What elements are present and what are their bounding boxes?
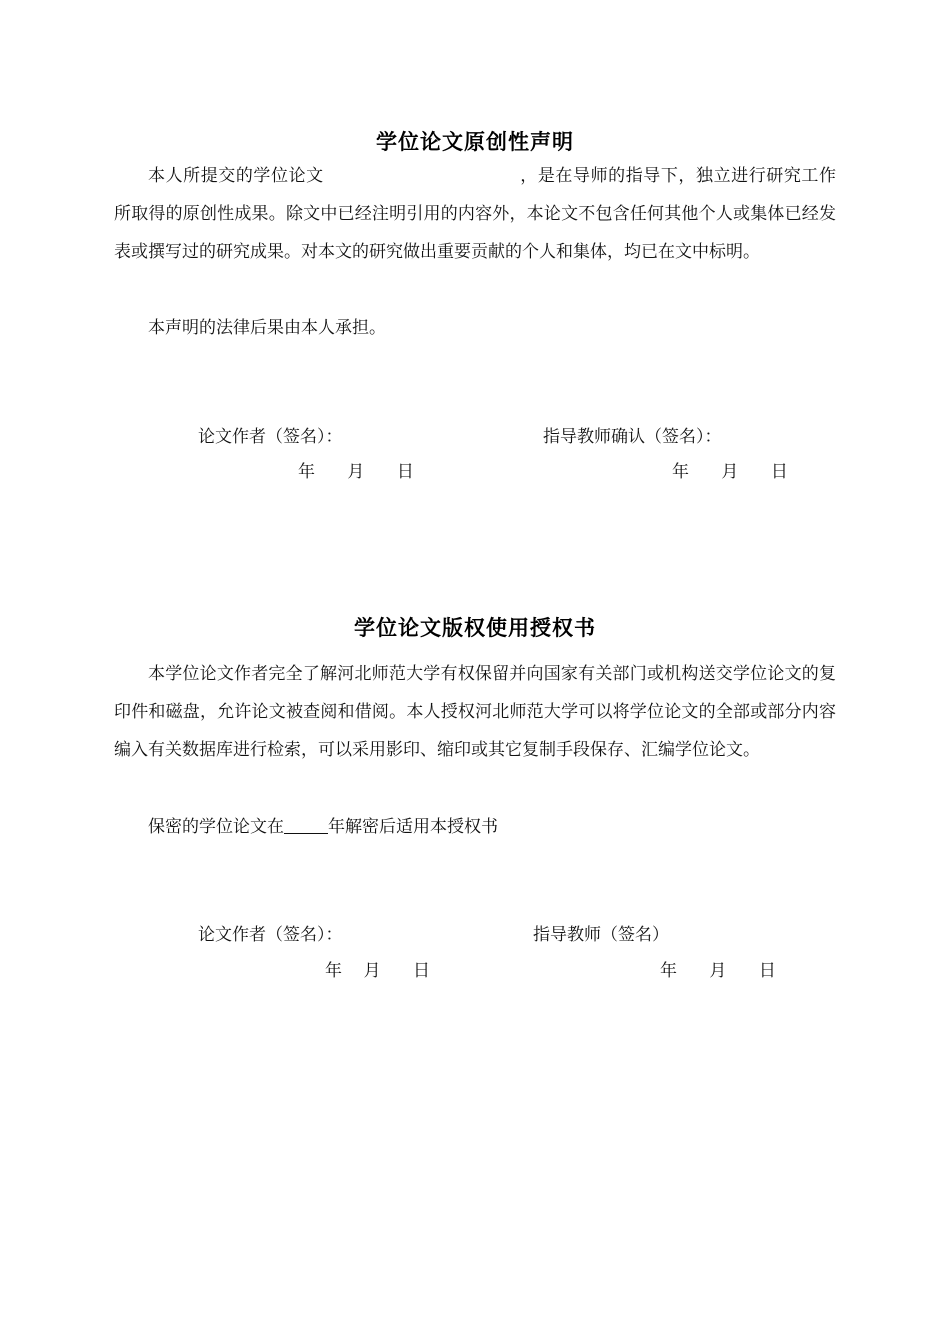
authorization-author-date: 年 月 日 [325,961,431,981]
authorization-advisor-date: 年 月 日 [660,961,776,981]
authorization-title: 学位论文版权使用授权书 [354,616,596,640]
declaration-paragraph-2: 本声明的法律后果由本人承担。 [148,318,386,338]
declaration-text-after: ，是在导师的指导下，独立进行研究工作所取得的原创性成果。除文中已经注明引用的内容外，本论文不包含任何其他个人或集体已经发表或撰写过的研究成果。对本文的研究做出重要贡献的个人和集体，均已在文中标明。 [114,166,837,262]
declaration-advisor-date: 年 月 日 [672,462,788,482]
declaration-advisor-signature-label: 指导教师确认（签名）： [543,427,722,447]
authorization-paragraph-2 [148,812,498,837]
declaration-author-date: 年 月 日 [298,462,414,482]
declaration-author-signature-label: 论文作者（签名）： [198,427,343,447]
authorization-text-after: 年解密后适用本授权书 [328,817,498,837]
authorization-paragraph-1: 本学位论文作者完全了解河北师范大学有权保留并向国家有关部门或机构送交学位论文的复印件和磁盘，允许论文被查阅和借阅。本人授权河北师范大学可以将学位论文的全部或部分内容编入有关数据库进行检索，可以采用影印、缩印或其它复制手段保存、汇编学位论文。 [114,664,836,760]
declaration-title: 学位论文原创性声明 [376,130,574,154]
secret-years-blank[interactable] [284,819,328,834]
authorization-advisor-signature-label: 指导教师（签名） [533,925,669,945]
declaration-text-before: 本人所提交的学位论文 [148,166,324,186]
authorization-text-before: 保密的学位论文在 [148,817,284,837]
authorization-author-signature-label: 论文作者（签名）： [198,925,343,945]
declaration-paragraph-1 [114,157,836,271]
